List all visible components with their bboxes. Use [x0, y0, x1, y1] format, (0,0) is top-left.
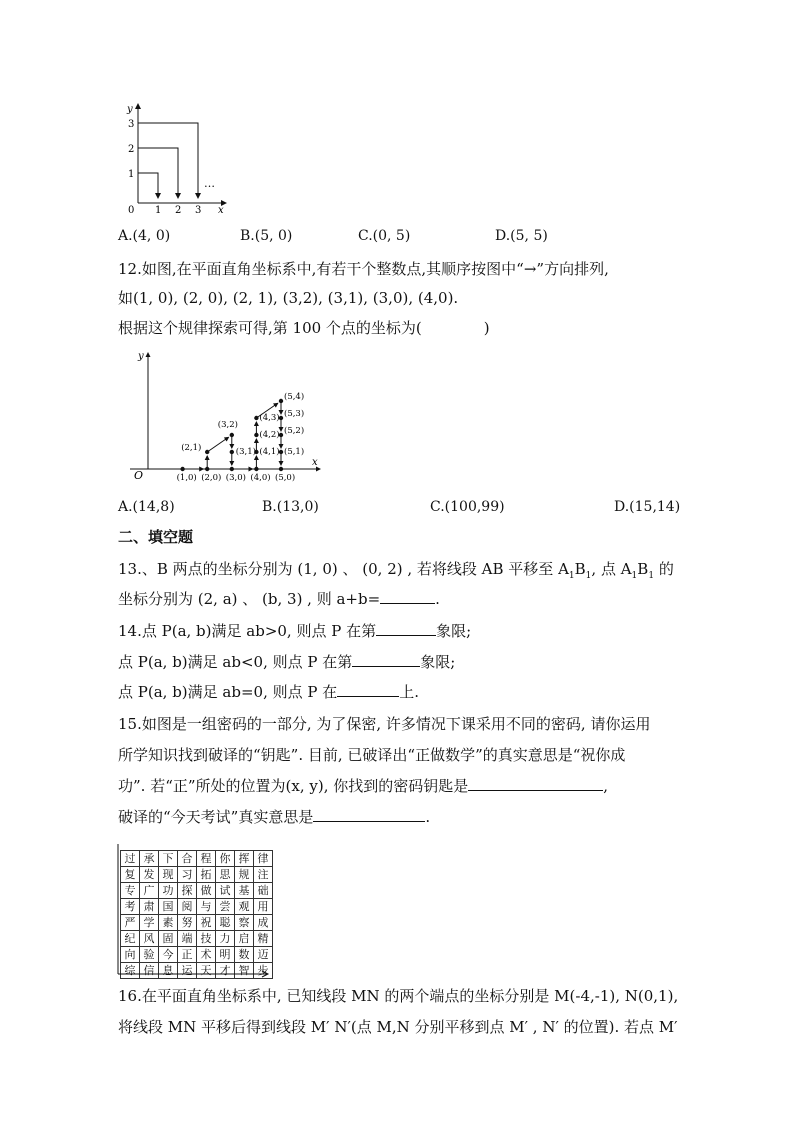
cipher-cell: 你 [216, 851, 235, 867]
q15-meaning-blank[interactable] [313, 807, 425, 822]
q13-text-d: B [637, 560, 649, 578]
q12-point-label: (1,0) [176, 473, 197, 483]
cipher-cell: 过 [121, 851, 140, 867]
q13-text-b: B [574, 560, 586, 578]
cipher-cell: 尝 [216, 899, 235, 915]
q12-x-label: x [312, 457, 318, 468]
q12-point-label: (3,0) [225, 473, 246, 483]
q15-line-3 [118, 776, 608, 796]
q15-key-blank[interactable] [468, 776, 603, 791]
cipher-cell: 广 [140, 883, 159, 899]
cipher-cell: 力 [216, 931, 235, 947]
cipher-cell: 复 [121, 867, 140, 883]
q12-path-arrow [207, 437, 228, 452]
q14-blank-1[interactable] [376, 621, 436, 636]
q12-point [254, 433, 258, 437]
q11-y-tick: 3 [128, 119, 135, 130]
q13-line-2 [118, 589, 440, 609]
cipher-cell: 察 [235, 915, 254, 931]
q13-text-e: 的 [654, 560, 674, 578]
q16-line-2: 将线段 MN 平移后得到线段 M′ N′(点 M,N 分别平移到点 M′ , N′ 的位置). 若点 M′ [118, 1018, 678, 1036]
cipher-cell: 成 [254, 915, 273, 931]
q14-line-2 [118, 652, 455, 672]
q11-option-a: A.(4, 0) [118, 228, 171, 244]
q12-option-d: D.(15,14) [614, 499, 681, 515]
q15-line-4-text: 破译的“今天考试”真实意思是 [118, 808, 314, 826]
cipher-cell: 用 [254, 899, 273, 915]
q13-text-a: 13.、B 两点的坐标分别为 (1, 0) 、 (0, 2) , 若将线段 AB 平移至 A [118, 560, 569, 578]
q12-line-1: 12.如图,在平面直角坐标系中,有若干个整数点,其顺序按图中“→”方向排列, [118, 260, 609, 278]
q13-sub: 1 [585, 571, 592, 581]
q12-point [180, 467, 184, 471]
cipher-cell: 观 [235, 899, 254, 915]
q15-line-2: 所学知识找到破译的“钥匙”. 目前, 已破译出“正做数学”的真实意思是“祝你成 [118, 746, 626, 764]
cipher-cell: 程 [197, 851, 216, 867]
q12-point [279, 399, 283, 403]
cipher-cell: 纪 [121, 931, 140, 947]
cipher-cell: 规 [235, 867, 254, 883]
cipher-cell: 肃 [140, 899, 159, 915]
cipher-cell: 学 [140, 915, 159, 931]
cipher-cell: 注 [254, 867, 273, 883]
q12-point-label: (4,3) [259, 413, 280, 423]
cipher-cell: 信 [140, 963, 159, 979]
cipher-cell: 固 [159, 931, 178, 947]
q12-point-label: (3,2) [217, 420, 238, 430]
cipher-cell: 步 [254, 963, 273, 979]
q11-origin: 0 [128, 205, 135, 216]
q14-line-3 [118, 682, 419, 702]
q11-x-tick: 2 [175, 205, 182, 216]
cipher-cell: 合 [178, 851, 197, 867]
q13-line-1 [118, 559, 674, 586]
q11-option-b: B.(5, 0) [240, 228, 293, 244]
q15-line-3-text: 功”. 若“正”所处的位置为(x, y), 你找到的密码钥匙是 [118, 777, 469, 795]
q11-path-1 [138, 173, 158, 198]
q11-y-tick: 1 [128, 169, 135, 180]
q12-point [254, 416, 258, 420]
cipher-cell: 明 [216, 947, 235, 963]
q11-option-c: C.(0, 5) [358, 228, 411, 244]
cipher-cell: 息 [159, 963, 178, 979]
q13-sub: 1 [568, 571, 575, 581]
cipher-cell: 做 [197, 883, 216, 899]
q12-point-label: (4,2) [259, 430, 280, 440]
cipher-cell: 智 [235, 963, 254, 979]
cipher-cell: 功 [159, 883, 178, 899]
cipher-cell: 与 [197, 899, 216, 915]
cipher-cell: 向 [121, 947, 140, 963]
cipher-cell: 探 [178, 883, 197, 899]
cipher-cell: 发 [140, 867, 159, 883]
cipher-cell: 数 [235, 947, 254, 963]
q13-answer-blank[interactable] [380, 589, 435, 604]
q12-option-c: C.(100,99) [430, 499, 505, 515]
cipher-cell: 正 [178, 947, 197, 963]
q11-y-label: y [127, 104, 133, 115]
section-title: 二、填空题 [118, 528, 194, 546]
q12-line-3-close: ) [483, 319, 490, 337]
q15-line-1: 15.如图是一组密码的一部分, 为了保密, 许多情况下课采用不同的密码, 请你运用 [118, 715, 651, 733]
cipher-cell: 试 [216, 883, 235, 899]
cipher-cell: 今 [159, 947, 178, 963]
q12-point-label: (4,0) [250, 473, 271, 483]
cipher-cell: 现 [159, 867, 178, 883]
cipher-cell: 承 [140, 851, 159, 867]
q11-path-3 [138, 123, 198, 198]
q13-line-2-text: 坐标分别为 (2, a) 、 (b, 3) , 则 a+b= [118, 590, 381, 608]
cipher-cell: 础 [254, 883, 273, 899]
q12-point [279, 467, 283, 471]
cipher-cell: 综 [121, 963, 140, 979]
cipher-cell: 风 [140, 931, 159, 947]
q12-point [230, 450, 234, 454]
cipher-cell: 才 [216, 963, 235, 979]
q12-point-label: (2,1) [181, 443, 202, 453]
q12-point [205, 450, 209, 454]
q13-sub: 1 [631, 571, 638, 581]
cipher-cell: 端 [178, 931, 197, 947]
q12-option-b: B.(13,0) [262, 499, 319, 515]
cipher-cell: 聪 [216, 915, 235, 931]
cipher-cell: 技 [197, 931, 216, 947]
q14-l2-text: 点 P(a, b)满足 ab<0, 则点 P 在第 [118, 653, 353, 671]
cipher-cell: 努 [178, 915, 197, 931]
cipher-cell: 天 [197, 963, 216, 979]
q14-line-1 [118, 621, 471, 641]
q12-point-label: (5,1) [284, 447, 305, 457]
q14-l1-end: 象限; [436, 622, 472, 640]
q14-l2-end: 象限; [420, 653, 456, 671]
q11-figure [118, 100, 238, 218]
cipher-cell: 拓 [197, 867, 216, 883]
q11-x-tick: 1 [155, 205, 162, 216]
q14-l3-text: 点 P(a, b)满足 ab=0, 则点 P 在 [118, 683, 338, 701]
q12-origin: O [134, 469, 144, 482]
cipher-grid-axes [112, 842, 272, 980]
cipher-cell: 启 [235, 931, 254, 947]
q13-sub: 1 [648, 571, 655, 581]
cipher-cell: 素 [159, 915, 178, 931]
q11-option-d: D.(5, 5) [495, 228, 548, 244]
q12-line-3-text: 根据这个规律探索可得,第 100 个点的坐标为( [118, 319, 422, 337]
q12-point [230, 433, 234, 437]
q11-x-tick: 3 [195, 205, 202, 216]
q15-line-4 [118, 807, 430, 827]
cipher-cell: 国 [159, 899, 178, 915]
q13-line-2-end: . [435, 590, 440, 608]
q14-blank-3[interactable] [337, 682, 399, 697]
cipher-cell: 考 [121, 899, 140, 915]
cipher-cell: 下 [159, 851, 178, 867]
q12-line-2: 如(1, 0), (2, 0), (2, 1), (3,2), (3,1), (3,0), (4,0). [118, 289, 459, 307]
q11-x-label: x [218, 205, 224, 216]
q12-point [254, 467, 258, 471]
q14-l3-end: 上. [399, 683, 420, 701]
q11-ellipsis: … [204, 177, 215, 190]
q12-point [205, 467, 209, 471]
q15-line-4-end: . [425, 808, 431, 826]
cipher-cell: 基 [235, 883, 254, 899]
q12-point-label: (4,1) [259, 447, 280, 457]
q12-point [230, 467, 234, 471]
cipher-cell: 迈 [254, 947, 273, 963]
q12-point-label: (5,0) [275, 473, 296, 483]
cipher-cell: 精 [254, 931, 273, 947]
cipher-cell: 阅 [178, 899, 197, 915]
cipher-cell: 术 [197, 947, 216, 963]
q12-point-label: (5,4) [284, 392, 305, 402]
q11-y-tick: 2 [128, 144, 135, 155]
q15-line-3-end: , [603, 777, 609, 795]
q14-l1-text: 14.点 P(a, b)满足 ab>0, 则点 P 在第 [118, 622, 377, 640]
cipher-cell: 严 [121, 915, 140, 931]
q13-text-c: , 点 A [591, 560, 632, 578]
cipher-cell: 挥 [235, 851, 254, 867]
q12-point-label: (5,2) [284, 426, 305, 436]
cipher-cell: 专 [121, 883, 140, 899]
cipher-cell: 祝 [197, 915, 216, 931]
q12-point-label: (2,0) [201, 473, 222, 483]
q12-option-a: A.(14,8) [118, 499, 175, 515]
q12-point-label: (3,1) [235, 447, 256, 457]
q14-blank-2[interactable] [352, 652, 420, 667]
cipher-cell: 思 [216, 867, 235, 883]
q12-y-label: y [138, 351, 144, 362]
q12-line-3 [118, 318, 490, 338]
cipher-cell: 习 [178, 867, 197, 883]
q16-line-1: 16.在平面直角坐标系中, 已知线段 MN 的两个端点的坐标分别是 M(-4,-1), N(0,1), [118, 987, 679, 1005]
cipher-cell: 验 [140, 947, 159, 963]
cipher-cell: 运 [178, 963, 197, 979]
q12-point-label: (5,3) [284, 409, 305, 419]
q12-figure [118, 345, 328, 491]
cipher-cell: 律 [254, 851, 273, 867]
